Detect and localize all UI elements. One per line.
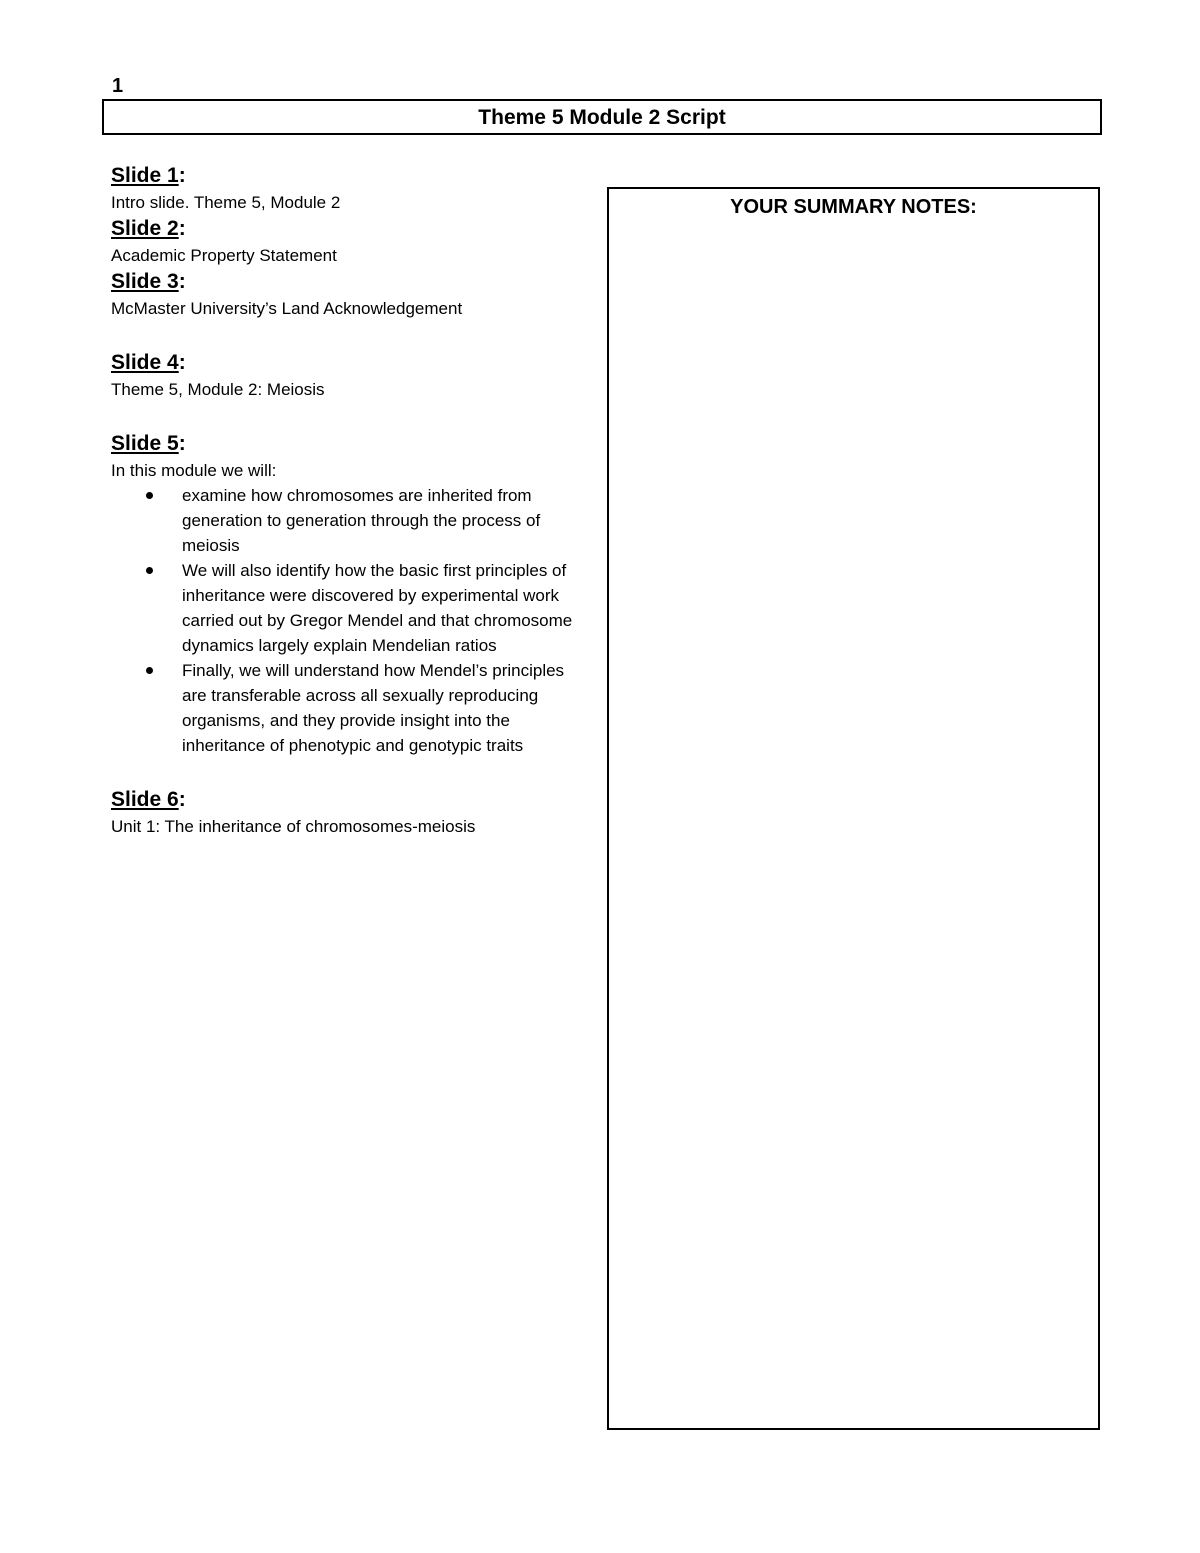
slide-section-5 xyxy=(111,430,591,758)
page-number: 1 xyxy=(112,75,124,97)
slide-heading-label: Slide 2 xyxy=(111,217,179,240)
slide-section-6 xyxy=(111,786,591,839)
slide-heading-label: Slide 3 xyxy=(111,270,179,293)
slide-heading xyxy=(111,349,591,377)
bullet-icon xyxy=(146,492,153,499)
summary-notes-box[interactable] xyxy=(607,187,1100,1430)
bullet-icon xyxy=(146,567,153,574)
spacer xyxy=(111,402,591,430)
slide-heading xyxy=(111,430,591,458)
slide-heading xyxy=(111,215,591,243)
slide-heading-label: Slide 4 xyxy=(111,351,179,374)
slide-section-2 xyxy=(111,215,591,268)
slide-heading-colon: : xyxy=(178,164,186,187)
slide-text: Theme 5, Module 2: Meiosis xyxy=(111,380,325,399)
slide-heading xyxy=(111,786,591,814)
summary-notes-title: YOUR SUMMARY NOTES: xyxy=(730,196,977,218)
slide-text: Academic Property Statement xyxy=(111,246,337,265)
slide-section-4 xyxy=(111,349,591,402)
slide-heading-colon: : xyxy=(178,351,186,374)
slide-section-3 xyxy=(111,268,591,321)
slide-heading-colon: : xyxy=(178,270,186,293)
slide-heading-label: Slide 6 xyxy=(111,788,179,811)
bullet-text: Finally, we will understand how Mendel’s principles are transferable across all sexually reproducing organisms, and they provide insight into the inheritance of phenotypic and genotypic traits xyxy=(182,661,565,755)
spacer xyxy=(111,758,591,786)
bullet-item xyxy=(111,483,582,558)
bullet-icon xyxy=(146,667,153,674)
slide-text: Unit 1: The inheritance of chromosomes-meiosis xyxy=(111,817,476,836)
title-box xyxy=(102,99,1102,135)
spacer xyxy=(111,321,591,349)
slide-heading-label: Slide 1 xyxy=(111,164,179,187)
page-title: Theme 5 Module 2 Script xyxy=(478,106,726,129)
slide-heading-colon: : xyxy=(178,788,186,811)
slide-heading xyxy=(111,162,591,190)
slide-heading-label: Slide 5 xyxy=(111,432,179,455)
slide-heading-colon: : xyxy=(178,217,186,240)
slide-heading xyxy=(111,268,591,296)
slide-text: Intro slide. Theme 5, Module 2 xyxy=(111,193,341,212)
slide-heading-colon: : xyxy=(178,432,186,455)
bullet-item xyxy=(111,558,582,658)
slide-text: McMaster University’s Land Acknowledgement xyxy=(111,299,463,318)
slide-section-1 xyxy=(111,162,591,215)
slide-text: In this module we will: xyxy=(111,461,277,480)
bullet-text: examine how chromosomes are inherited from generation to generation through the process of meiosis xyxy=(182,486,541,555)
script-column xyxy=(111,162,591,839)
bullet-item xyxy=(111,658,582,758)
bullet-text: We will also identify how the basic first principles of inheritance were discovered by experimental work carried out by Gregor Mendel and that chromosome dynamics largely explain Mendelian ratios xyxy=(182,561,573,655)
bullet-list xyxy=(111,483,591,758)
